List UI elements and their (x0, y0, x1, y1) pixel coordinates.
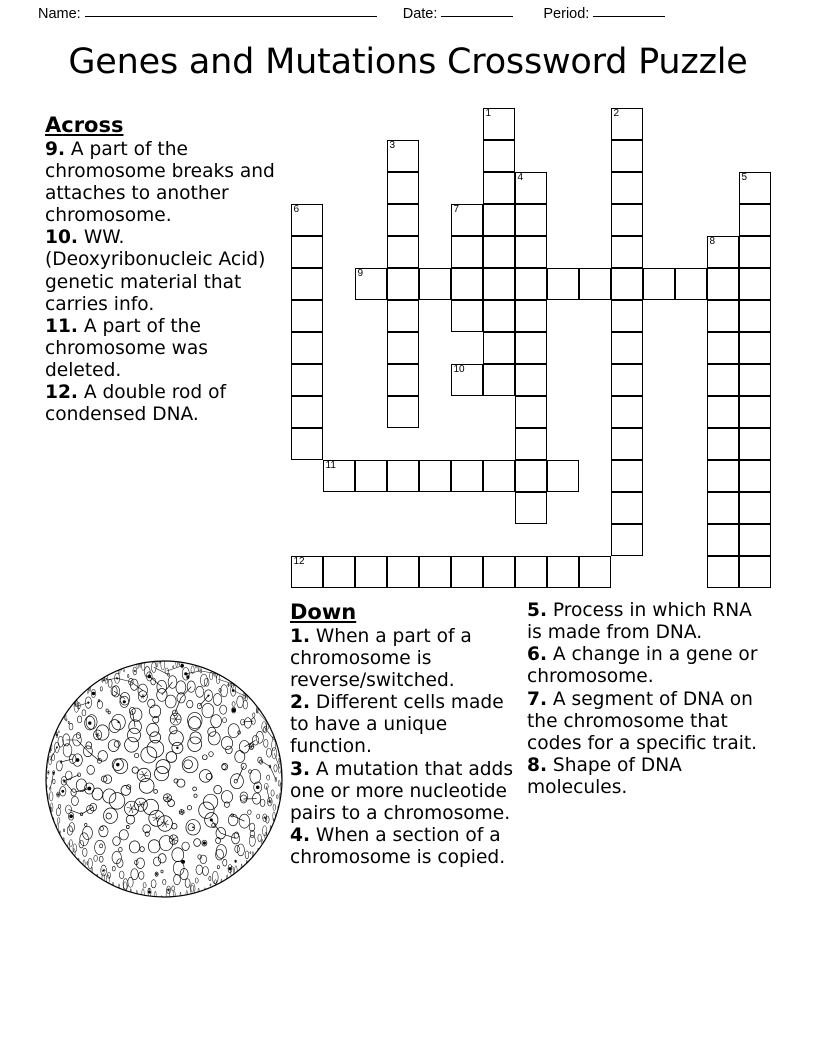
crossword-cell[interactable] (515, 172, 547, 204)
period-write-line[interactable] (593, 16, 665, 17)
down-clue-2-number: 2. (290, 692, 311, 714)
crossword-cell[interactable] (611, 268, 643, 300)
crossword-cell[interactable] (739, 268, 771, 300)
crossword-cell[interactable] (707, 364, 739, 396)
down-clue-4-text: When a section of a chromosome is copied. (290, 824, 506, 869)
crossword-cell[interactable] (355, 556, 387, 588)
down-clue-3 (290, 759, 516, 825)
crossword-cell[interactable] (451, 204, 483, 236)
crossword-cell[interactable] (483, 460, 515, 492)
crossword-cell[interactable] (387, 172, 419, 204)
crossword-cell[interactable] (739, 204, 771, 236)
down-clue-1 (290, 626, 516, 692)
crossword-cell[interactable] (707, 492, 739, 524)
crossword-cell[interactable] (547, 460, 579, 492)
crossword-cell[interactable] (419, 268, 451, 300)
period-label: Period: (543, 6, 590, 22)
crossword-cell-number: 12 (293, 556, 305, 567)
crossword-cell-number: 1 (485, 108, 492, 119)
down-clue-7-number: 7. (527, 688, 548, 710)
crossword-cell[interactable] (291, 268, 323, 300)
crossword-cell[interactable] (739, 172, 771, 204)
crossword-cell[interactable] (451, 268, 483, 300)
crossword-cell[interactable] (707, 332, 739, 364)
crossword-cell[interactable] (515, 428, 547, 460)
name-field-group (38, 6, 377, 22)
crossword-cell[interactable] (387, 268, 419, 300)
crossword-grid[interactable] (291, 108, 771, 588)
crossword-cell[interactable] (355, 460, 387, 492)
crossword-cell[interactable] (611, 428, 643, 460)
crossword-cell-number: 8 (709, 236, 716, 247)
crossword-cell[interactable] (643, 268, 675, 300)
crossword-cell[interactable] (387, 140, 419, 172)
crossword-cell[interactable] (387, 556, 419, 588)
crossword-cell[interactable] (451, 364, 483, 396)
crossword-cell[interactable] (387, 300, 419, 332)
down-clue-5 (527, 600, 759, 644)
crossword-cell[interactable] (611, 108, 643, 140)
crossword-cell[interactable] (515, 236, 547, 268)
crossword-cell[interactable] (739, 460, 771, 492)
crossword-cell[interactable] (707, 460, 739, 492)
crossword-cell[interactable] (451, 460, 483, 492)
crossword-cell[interactable] (707, 268, 739, 300)
down-clues-section-left (290, 600, 516, 869)
down-clue-5-text: Process in which RNA is made from DNA. (527, 600, 752, 644)
sphere-icon (43, 658, 285, 900)
crossword-cell[interactable] (611, 524, 643, 556)
crossword-cell-number: 9 (357, 268, 364, 279)
down-clue-6 (527, 644, 759, 688)
across-clue-9-text: A part of the chromosome breaks and attaches to another chromosome. (45, 138, 275, 227)
crossword-cell-number: 4 (517, 172, 524, 183)
down-clue-7 (527, 689, 759, 755)
crossword-cell[interactable] (515, 556, 547, 588)
across-heading: Across (45, 113, 124, 137)
crossword-cell[interactable] (611, 460, 643, 492)
down-clue-6-number: 6. (527, 644, 548, 666)
down-clue-8-number: 8. (527, 754, 548, 776)
across-clue-12-number: 12. (45, 382, 78, 404)
crossword-cell[interactable] (387, 364, 419, 396)
across-clue-9-number: 9. (45, 138, 66, 160)
crossword-cell[interactable] (483, 236, 515, 268)
crossword-cell[interactable] (579, 268, 611, 300)
crossword-cell[interactable] (547, 556, 579, 588)
crossword-cell[interactable] (515, 300, 547, 332)
crossword-cell[interactable] (483, 172, 515, 204)
name-label: Name: (38, 6, 81, 22)
across-clue-11 (45, 316, 288, 382)
crossword-cell[interactable] (675, 268, 707, 300)
crossword-cell[interactable] (611, 172, 643, 204)
crossword-cell[interactable] (611, 364, 643, 396)
crossword-cell[interactable] (451, 556, 483, 588)
down-clue-8 (527, 755, 759, 799)
down-clue-3-number: 3. (290, 758, 311, 780)
down-clue-2 (290, 692, 516, 758)
crossword-cell[interactable] (419, 460, 451, 492)
across-clue-11-text: A part of the chromosome was deleted. (45, 315, 208, 382)
crossword-cell[interactable] (291, 428, 323, 460)
across-clue-10-text: WW. (Deoxyribonucleic Acid) genetic material that carries info. (45, 227, 266, 315)
crossword-cell[interactable] (611, 204, 643, 236)
crossword-cell[interactable] (483, 556, 515, 588)
crossword-cell-number: 7 (453, 204, 460, 215)
crossword-cell[interactable] (419, 556, 451, 588)
crossword-cell[interactable] (739, 332, 771, 364)
crossword-cell[interactable] (707, 428, 739, 460)
across-clue-10-number: 10. (45, 227, 78, 249)
crossword-cell[interactable] (291, 396, 323, 428)
crossword-cell[interactable] (515, 268, 547, 300)
across-clue-10 (45, 227, 288, 316)
crossword-cell[interactable] (515, 364, 547, 396)
crossword-cell[interactable] (739, 396, 771, 428)
crossword-cell[interactable] (323, 460, 355, 492)
crossword-cell[interactable] (355, 268, 387, 300)
molecular-sphere-illustration (43, 658, 285, 900)
crossword-cell[interactable] (611, 300, 643, 332)
worksheet-header (0, 6, 816, 22)
down-clue-1-text: When a part of a chromosome is reverse/switched. (290, 625, 472, 692)
crossword-cell[interactable] (707, 524, 739, 556)
crossword-cell[interactable] (387, 396, 419, 428)
crossword-cell[interactable] (579, 556, 611, 588)
crossword-cell[interactable] (515, 460, 547, 492)
crossword-cell[interactable] (291, 236, 323, 268)
down-clue-1-number: 1. (290, 625, 311, 647)
crossword-cell[interactable] (707, 396, 739, 428)
crossword-cell[interactable] (291, 556, 323, 588)
crossword-cell[interactable] (291, 204, 323, 236)
down-clue-3-text: A mutation that adds one or more nucleotide pairs to a chromosome. (290, 758, 514, 824)
crossword-cell[interactable] (739, 364, 771, 396)
crossword-cell-number: 6 (293, 204, 300, 215)
page-title: Genes and Mutations Crossword Puzzle (68, 42, 748, 82)
date-write-line[interactable] (441, 16, 513, 17)
crossword-cell[interactable] (707, 556, 739, 588)
crossword-cell[interactable] (739, 492, 771, 524)
crossword-cell[interactable] (611, 332, 643, 364)
crossword-cell[interactable] (611, 492, 643, 524)
crossword-cell[interactable] (483, 204, 515, 236)
crossword-cell[interactable] (483, 140, 515, 172)
crossword-cell[interactable] (483, 108, 515, 140)
crossword-cell-number: 10 (453, 364, 465, 375)
crossword-cell[interactable] (707, 236, 739, 268)
crossword-cell[interactable] (515, 492, 547, 524)
crossword-cell[interactable] (291, 300, 323, 332)
down-clue-7-text: A segment of DNA on the chromosome that codes for a specific trait. (527, 688, 758, 754)
down-clue-4-number: 4. (290, 824, 311, 846)
across-clue-9 (45, 139, 288, 228)
crossword-cell[interactable] (739, 236, 771, 268)
across-clues-section (45, 113, 288, 426)
crossword-cell[interactable] (739, 556, 771, 588)
crossword-cell[interactable] (611, 396, 643, 428)
crossword-cell[interactable] (291, 364, 323, 396)
crossword-cell-number: 11 (325, 460, 336, 471)
crossword-cell[interactable] (707, 300, 739, 332)
down-clue-5-number: 5. (527, 600, 548, 621)
crossword-cell[interactable] (515, 204, 547, 236)
crossword-cell[interactable] (611, 140, 643, 172)
crossword-cell[interactable] (739, 428, 771, 460)
crossword-cell[interactable] (739, 524, 771, 556)
crossword-cell-number: 5 (741, 172, 748, 183)
crossword-cell[interactable] (387, 236, 419, 268)
date-field-group (403, 6, 514, 22)
crossword-cell[interactable] (611, 236, 643, 268)
period-field-group (543, 6, 665, 22)
crossword-cell[interactable] (483, 364, 515, 396)
crossword-cell[interactable] (387, 460, 419, 492)
crossword-cell-number: 2 (613, 108, 620, 119)
date-label: Date: (402, 6, 438, 22)
crossword-cell[interactable] (291, 332, 323, 364)
crossword-cell[interactable] (515, 396, 547, 428)
name-write-line[interactable] (85, 16, 377, 17)
down-clue-8-text: Shape of DNA molecules. (527, 754, 682, 798)
down-clues-section-right (527, 600, 759, 799)
crossword-cell[interactable] (547, 268, 579, 300)
crossword-cell[interactable] (387, 204, 419, 236)
down-clue-4 (290, 825, 516, 869)
across-clue-12 (45, 382, 288, 426)
down-clue-6-text: A change in a gene or chromosome. (527, 644, 758, 688)
crossword-cell[interactable] (483, 268, 515, 300)
crossword-cell[interactable] (739, 300, 771, 332)
across-clue-12-text: A double rod of condensed DNA. (45, 382, 227, 426)
crossword-cell[interactable] (515, 332, 547, 364)
crossword-cell[interactable] (451, 236, 483, 268)
crossword-cell[interactable] (483, 300, 515, 332)
crossword-cell[interactable] (387, 332, 419, 364)
down-clue-2-text: Different cells made to have a unique function. (290, 692, 504, 758)
crossword-cell[interactable] (323, 556, 355, 588)
down-heading: Down (290, 600, 357, 624)
crossword-cell[interactable] (451, 300, 483, 332)
crossword-cell[interactable] (483, 332, 515, 364)
across-clue-11-number: 11. (45, 315, 78, 337)
crossword-cell-number: 3 (389, 140, 396, 151)
